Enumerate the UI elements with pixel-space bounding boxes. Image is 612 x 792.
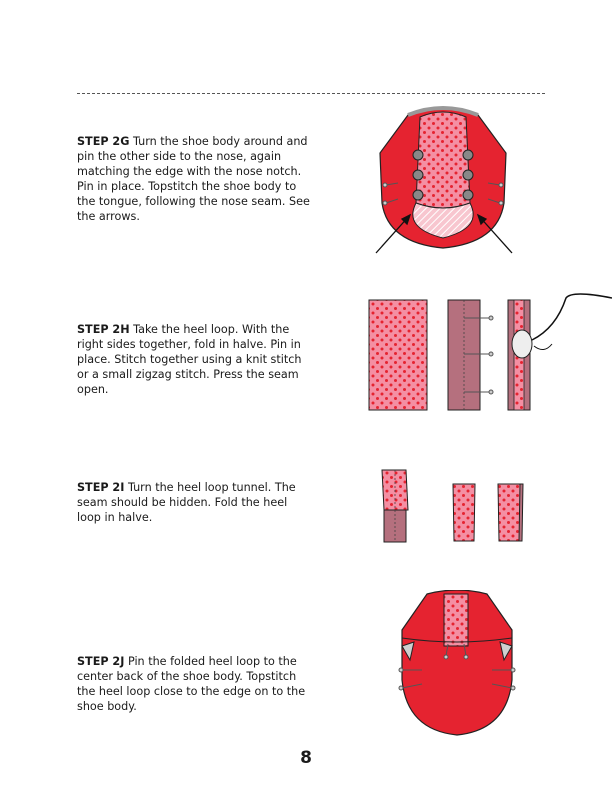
step-2j — [77, 654, 312, 714]
illustration-step-2i — [380, 466, 530, 544]
step-2h — [77, 322, 312, 397]
illustration-step-2j — [392, 590, 522, 740]
step-label: STEP 2J — [77, 655, 125, 668]
step-text: Pin the folded heel loop to the center back of the shoe body. Topstitch the heel loop close to the edge on to the shoe body. — [77, 655, 306, 713]
step-label: STEP 2I — [77, 481, 125, 494]
step-label: STEP 2H — [77, 323, 130, 336]
section-divider — [77, 93, 545, 94]
illustration-step-2h — [366, 288, 612, 414]
page-number: 8 — [300, 748, 312, 768]
step-text: Turn the heel loop tunnel. The seam should be hidden. Fold the heel loop in halve. — [77, 481, 296, 524]
step-2i — [77, 480, 312, 525]
step-2g — [77, 134, 312, 224]
illustration-step-2g — [368, 103, 518, 263]
step-label: STEP 2G — [77, 135, 130, 148]
step-text: Take the heel loop. With the right sides together, fold in halve. Pin in place. Stitch together using a knit stitch or a small zigzag stitch. Press the seam open. — [77, 323, 302, 396]
step-text: Turn the shoe body around and pin the other side to the nose, again matching the edge with the nose notch. Pin in place. Topstitch the shoe body to the tongue, following the nose seam. See the arrows. — [77, 135, 310, 223]
